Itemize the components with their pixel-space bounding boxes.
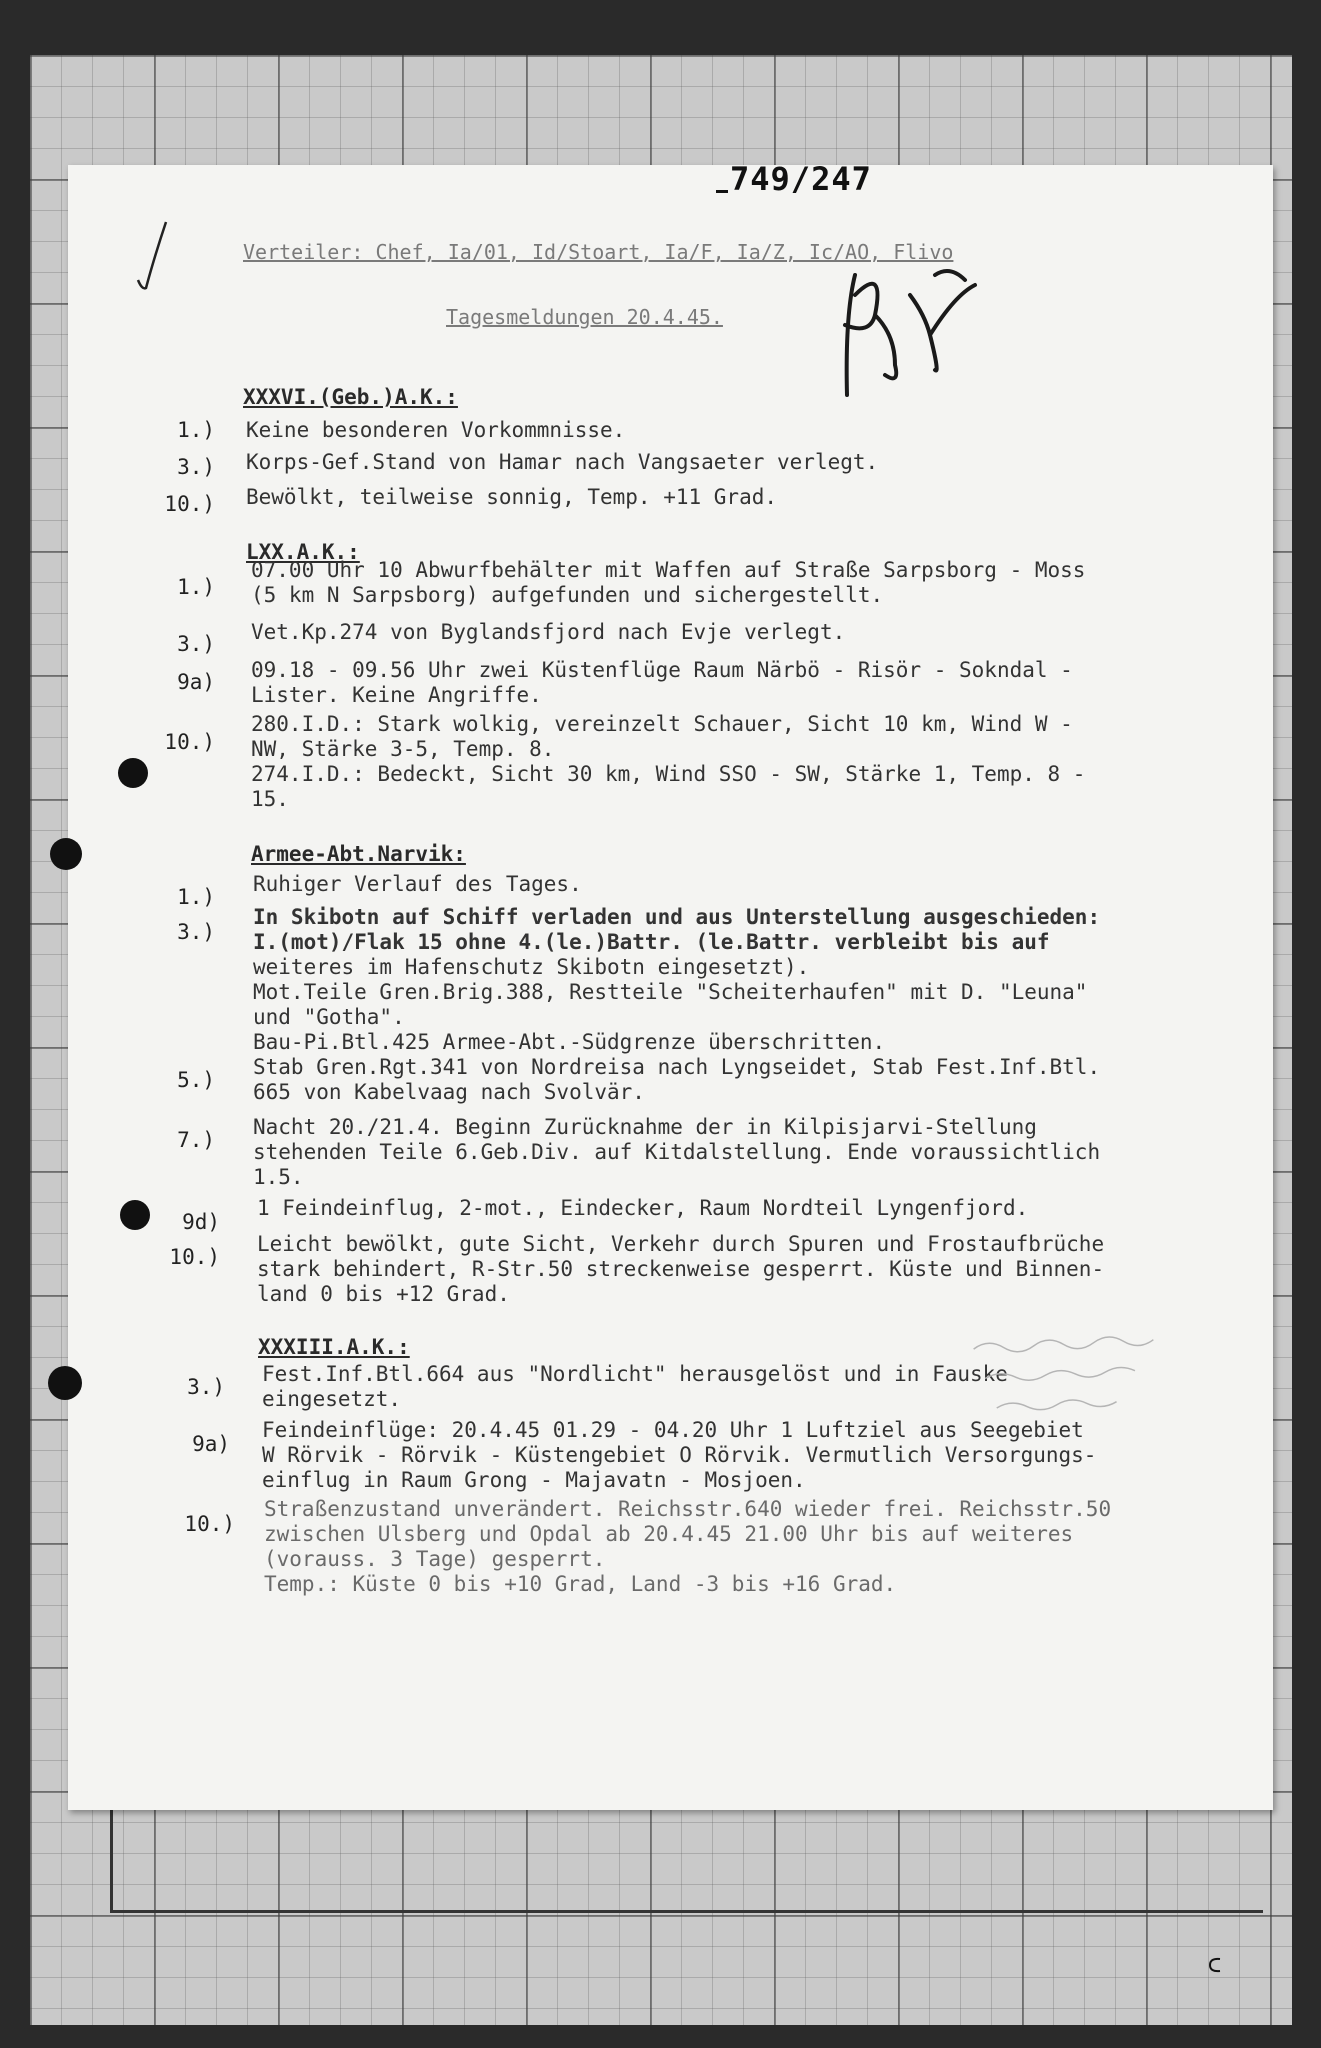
section-heading: LXX.A.K.: (246, 540, 360, 564)
item-number: 10.) (164, 730, 215, 754)
item-text: Nacht 20./21.4. Beginn Zurücknahme der in Kilpisjarvi-Stellung stehenden Teile 6.Geb.Div. auf Kitdalstellung. Ende voraussichtlich 1.5. (253, 1115, 1101, 1189)
item-text: Straßenzustand unverändert. Reichsstr.640 wieder frei. Reichsstr.50 zwischen Ulsberg und Opdal ab 20.4.45 21.00 Uhr bis auf weiteres (vorauss. 3 Tage) gesperrt. Temp.: Küste 0 bis +10 Grad, Land -3 bis +16 Grad. (264, 1497, 1112, 1596)
item-text: Korps-Gef.Stand von Hamar nach Vangsaeter verlegt. (246, 450, 879, 474)
item-number: 5.) (177, 1068, 215, 1092)
section-heading: XXXIII.A.K.: (258, 1335, 410, 1359)
document-title: Tagesmeldungen 20.4.45. (446, 305, 723, 329)
punch-hole (120, 1200, 150, 1230)
item-number: 10.) (164, 492, 215, 516)
item-number: 3.) (177, 455, 215, 479)
item-number: 3.) (177, 632, 215, 656)
item-text: 07.00 Uhr 10 Abwurfbehälter mit Waffen auf Straße Sarpsborg - Moss (5 km N Sarpsborg) aufgefunden und sichergestellt. (251, 558, 1086, 607)
item-text: 280.I.D.: Stark wolkig, vereinzelt Schauer, Sicht 10 km, Wind W - NW, Stärke 3-5, Temp. 8. 274.I.D.: Bedeckt, Sicht 30 km, Wind SSO - SW, Stärke 1, Temp. 8 - 15. (251, 712, 1086, 811)
item-number: 3.) (187, 1375, 225, 1399)
item-number: 7.) (177, 1128, 215, 1152)
handwritten-signature (815, 255, 985, 405)
section-heading: Armee-Abt.Narvik: (251, 842, 466, 866)
item-number: 9d) (182, 1210, 220, 1234)
punch-hole (118, 758, 148, 788)
item-number: 9a) (192, 1432, 230, 1456)
item-number: 1.) (177, 575, 215, 599)
distribution-list: Verteiler: Chef, Ia/01, Id/Stoart, Ia/F, Ia/Z, Ic/AO, Flivo (243, 240, 954, 264)
item-number: 10.) (169, 1245, 220, 1269)
item-text: Ruhiger Verlauf des Tages. (253, 872, 582, 896)
corner-mark (1208, 1955, 1222, 1980)
check-mark-icon (132, 218, 172, 298)
item-text: 09.18 - 09.56 Uhr zwei Küstenflüge Raum Närbö - Risör - Sokndal - Lister. Keine Angriffe. (251, 658, 1073, 707)
item-number: 1.) (177, 418, 215, 442)
item-number: 3.) (177, 920, 215, 944)
document-number: 749/247 (730, 160, 872, 198)
item-text: Stab Gren.Rgt.341 von Nordreisa nach Lyngseidet, Stab Fest.Inf.Btl. 665 von Kabelvaag nach Svolvär. (253, 1055, 1101, 1104)
item-text: Bewölkt, teilweise sonnig, Temp. +11 Grad. (246, 485, 778, 509)
pencil-margin-scribble (963, 1314, 1258, 1429)
punch-hole (48, 1366, 82, 1400)
item-number: 9a) (177, 670, 215, 694)
item-text: Leicht bewölkt, gute Sicht, Verkehr durch Spuren und Frostaufbrüche stark behindert, R-Str.50 streckenweise gesperrt. Küste und Binnen- land 0 bis +12 Grad. (257, 1232, 1105, 1306)
section-heading: XXXVI.(Geb.)A.K.: (243, 385, 458, 409)
item-text: Vet.Kp.274 von Byglandsfjord nach Evje verlegt. (251, 620, 846, 644)
item-number: 10.) (184, 1512, 235, 1536)
number-tick (716, 190, 728, 193)
punch-hole (50, 838, 82, 870)
item-number: 1.) (177, 885, 215, 909)
item-text: In Skibotn auf Schiff verladen und aus Unterstellung ausgeschieden: I.(mot)/Flak 15 ohne 4.(le.)Battr. (le.Battr. verbleibt bis auf weiteres im Hafenschutz Skibotn eingesetzt). Mot.Teile Gren.Brig.388, Restteile "Scheiterhaufen" mit D. "Leuna" und "Gotha". Bau-Pi.Btl.425 Armee-Abt.-Südgrenze überschritten. (253, 905, 1101, 1054)
item-text: Keine besonderen Vorkommnisse. (246, 418, 626, 442)
item-text: 1 Feindeinflug, 2-mot., Eindecker, Raum Nordteil Lyngenfjord. (257, 1196, 1029, 1220)
item-text: Fest.Inf.Btl.664 aus "Nordlicht" herausgelöst und in Fauske eingesetzt. (262, 1362, 1008, 1411)
item-text: Feindeinflüge: 20.4.45 01.29 - 04.20 Uhr 1 Luftziel aus Seegebiet W Rörvik - Rörvik - Küstengebiet O Rörvik. Vermutlich Versorgungs- einflug in Raum Grong - Majavatn - Mosjoen. (262, 1418, 1097, 1492)
